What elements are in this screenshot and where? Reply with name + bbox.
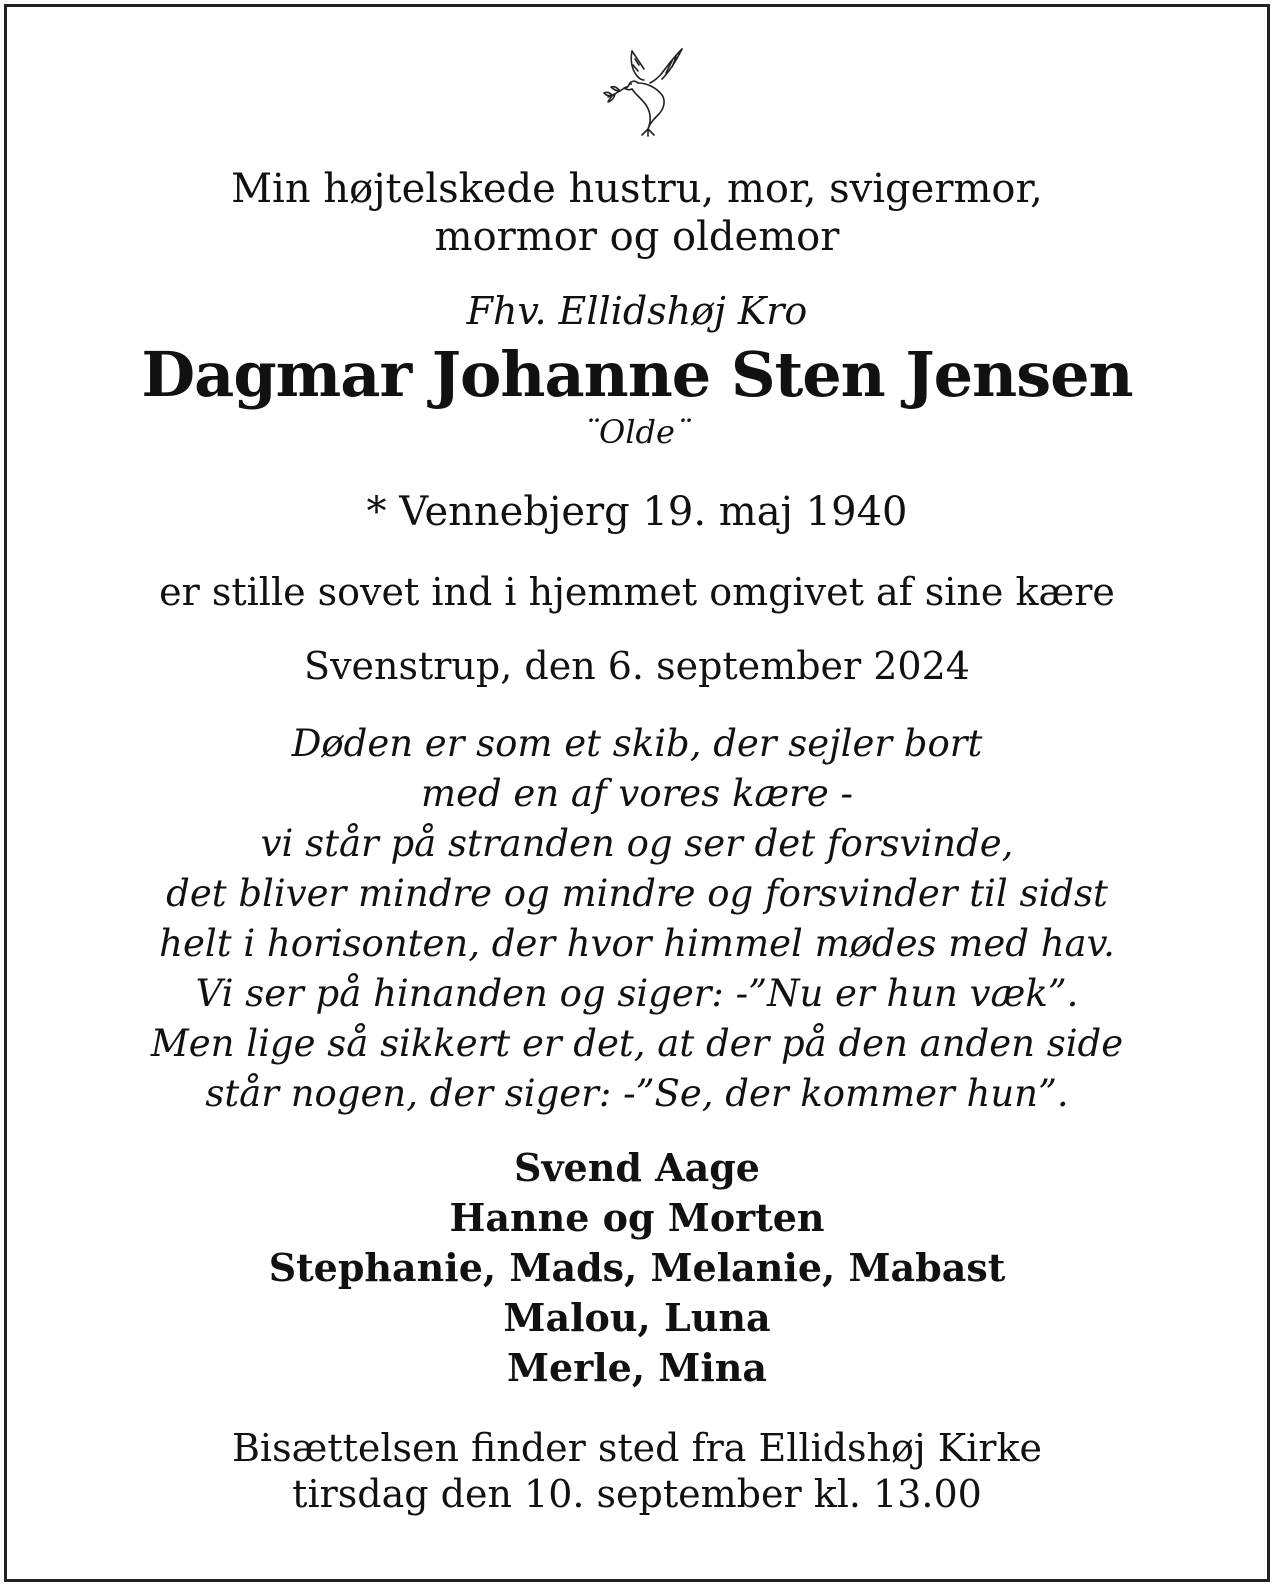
- poem-line: helt i horisonten, der hvor himmel mødes med hav.: [159, 922, 1115, 965]
- obituary-frame: [4, 4, 1270, 1582]
- birth-info: * Vennebjerg 19. maj 1940: [366, 489, 908, 535]
- poem-line: det bliver mindre og mindre og forsvinder til sidst: [166, 872, 1108, 915]
- passing-text: er stille sovet ind i hjemmet omgivet af sine kære: [159, 570, 1115, 614]
- poem-line: står nogen, der siger: -”Se, der kommer hun”.: [205, 1072, 1069, 1115]
- family-line: Malou, Luna: [503, 1295, 771, 1340]
- poem-line: vi står på stranden og ser det forsvinde,: [260, 822, 1014, 865]
- memorial-poem: [7, 719, 1267, 1119]
- poem-line: Men lige så sikkert er det, at der på den anden side: [150, 1022, 1124, 1065]
- former-title: Fhv. Ellidshøj Kro: [466, 289, 808, 333]
- family-signatures: [7, 1143, 1267, 1393]
- place-date: Svenstrup, den 6. september 2024: [304, 644, 970, 688]
- funeral-info: [7, 1425, 1267, 1517]
- poem-line: Døden er som et skib, der sejler bort: [291, 722, 983, 765]
- dove-with-olive-branch-icon: [602, 47, 688, 137]
- nickname: ¨Olde¨: [583, 413, 691, 451]
- deceased-name: Dagmar Johanne Sten Jensen: [141, 338, 1133, 411]
- poem-line: Vi ser på hinanden og siger: -”Nu er hun væk”.: [195, 972, 1079, 1015]
- family-line: Merle, Mina: [506, 1345, 768, 1390]
- intro-line: Min højtelskede hustru, mor, svigermor,: [231, 166, 1043, 212]
- family-line: Svend Aage: [514, 1145, 760, 1190]
- intro-line: mormor og oldemor: [434, 214, 840, 260]
- family-line: Hanne og Morten: [449, 1195, 825, 1240]
- poem-line: med en af vores kære -: [421, 772, 853, 815]
- funeral-line: Bisættelsen finder sted fra Ellidshøj Kirke: [232, 1426, 1042, 1470]
- funeral-line: tirsdag den 10. september kl. 13.00: [292, 1472, 982, 1516]
- family-line: Stephanie, Mads, Melanie, Mabast: [268, 1245, 1006, 1290]
- intro-text: [7, 165, 1267, 261]
